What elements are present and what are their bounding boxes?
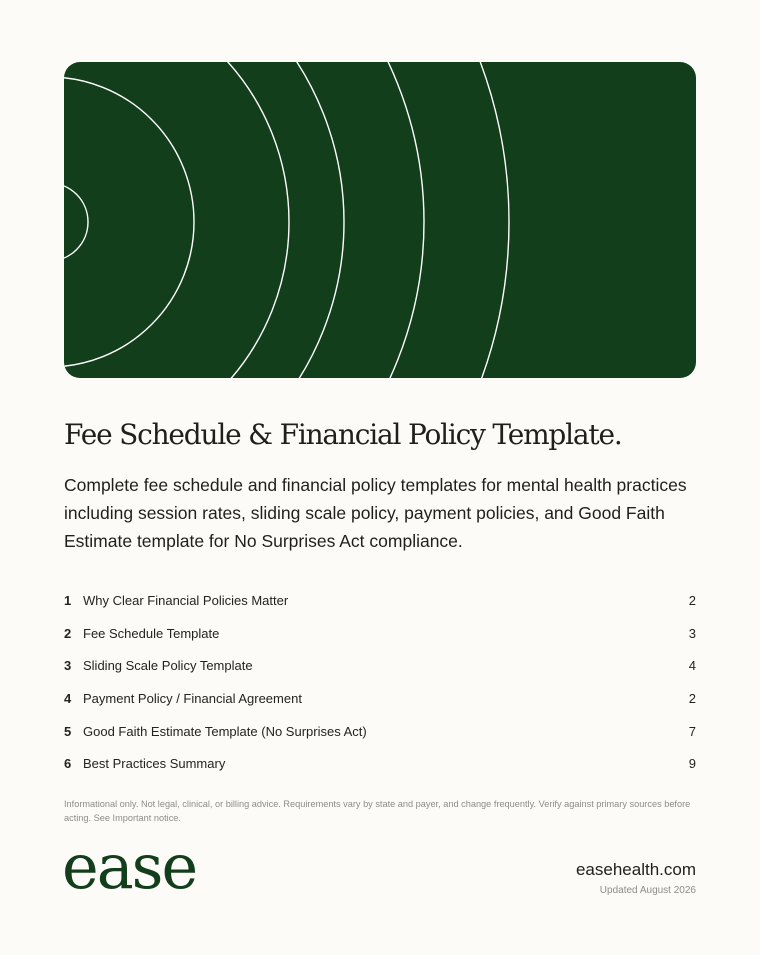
updated-date: Updated August 2026 — [599, 885, 696, 896]
toc-page-number: 2 — [688, 592, 696, 608]
page-subtitle: Complete fee schedule and financial policy templates for mental health practices including session rates, sliding scale policy, payment policies, and Good Faith Estimate template for No Surprises Act compliance. — [64, 475, 687, 551]
toc-item[interactable] — [64, 747, 696, 780]
toc-page-number: 4 — [688, 658, 696, 674]
toc-page-number: 9 — [688, 756, 696, 772]
toc-label: Best Practices Summary — [83, 756, 226, 772]
toc-number: 2 — [64, 625, 72, 641]
arc-4 — [64, 62, 344, 378]
concentric-arcs-graphic — [64, 62, 696, 378]
website-link[interactable]: easehealth.com — [575, 860, 696, 879]
toc-label: Sliding Scale Policy Template — [83, 658, 253, 674]
arc-2 — [64, 77, 194, 367]
toc-number: 4 — [64, 690, 72, 706]
toc-item[interactable] — [64, 682, 696, 715]
toc-page-number: 3 — [688, 625, 696, 641]
toc-item[interactable] — [64, 617, 696, 650]
arc-6 — [64, 62, 509, 378]
toc-label: Fee Schedule Template — [83, 625, 220, 641]
toc-number: 5 — [64, 723, 72, 739]
toc-number: 1 — [64, 592, 72, 608]
toc-number: 6 — [64, 756, 72, 772]
arc-1 — [64, 183, 88, 261]
toc-item[interactable] — [64, 584, 696, 617]
arc-5 — [64, 62, 424, 378]
toc-label: Payment Policy / Financial Agreement — [83, 690, 302, 706]
ease-logo: ease — [62, 830, 197, 903]
toc-page-number: 7 — [688, 723, 696, 739]
toc-number: 3 — [64, 658, 72, 674]
hero-banner — [64, 62, 696, 378]
toc-label: Good Faith Estimate Template (No Surprises Act) — [83, 723, 367, 739]
table-of-contents — [64, 584, 696, 780]
page-title: Fee Schedule & Financial Policy Template. — [64, 418, 622, 451]
toc-item[interactable] — [64, 715, 696, 748]
arc-3 — [64, 62, 289, 378]
toc-page-number: 2 — [688, 690, 696, 706]
toc-label: Why Clear Financial Policies Matter — [83, 592, 289, 608]
disclaimer-text: Informational only. Not legal, clinical, or billing advice. Requirements vary by state and payer, and change frequently. Verify against primary sources before acting. See Important notice. — [64, 799, 691, 823]
toc-item[interactable] — [64, 649, 696, 682]
